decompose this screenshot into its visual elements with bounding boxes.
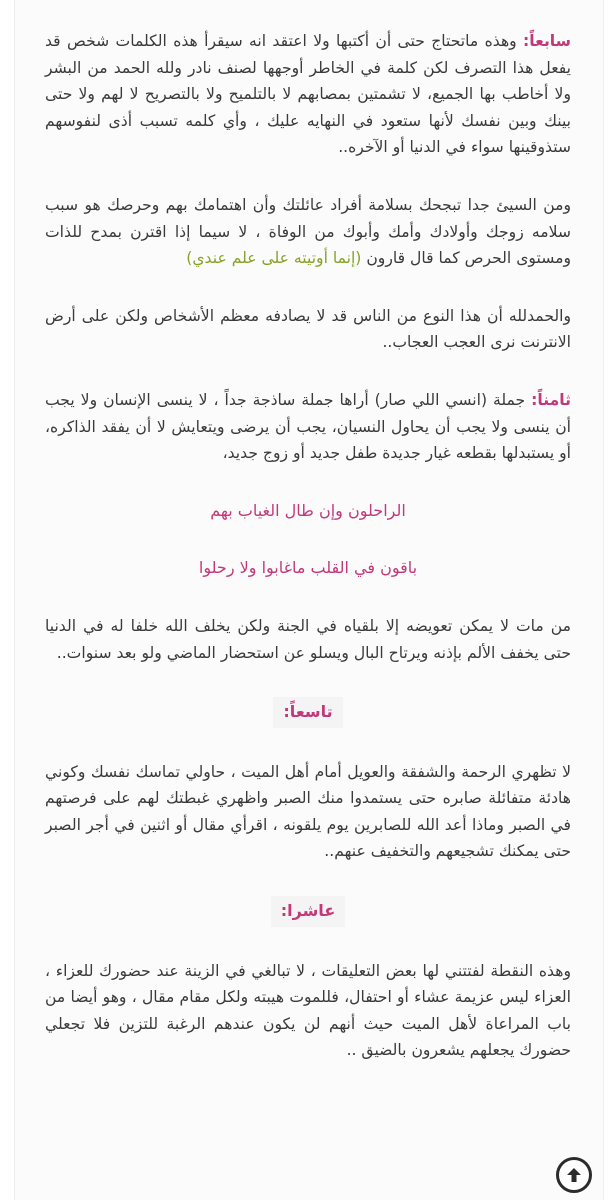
section-label-seventh: سابعاً:: [523, 32, 571, 50]
scroll-to-top-button[interactable]: [556, 1157, 592, 1193]
section-text-tenth: وهذه النقطة لفتتني لها بعض التعليقات ، لا تبالغي في الزينة عند حضورك للعزاء ، العزاء ليس عزيمة عشاء أو احتفال، فللموت هيبته ولكل مقام مقال ، وهو أيضا من باب المراعاة لأهل الميت حيث أنهم لن يكون عندهم الرغبة للتزين فلا تجعلي حضورك يجعلهم يشعرون بالضيق ..: [45, 961, 571, 1060]
paragraph-boasting: [45, 192, 571, 272]
article-body: [45, 28, 571, 1095]
section-text-seventh: وهذه ماتحتاج حتى أن أكتبها ولا اعتقد انه سيقرأ هذه الكلمات شخص قد يفعل هذا التصرف لكن كلمة في الخاطر أوجهها لصنف نادر ولله الحمد من البشر ولا أخاطب بها الجميع، لا تشمتين بمصابهم لا بالتلميح ولا بالتصريح لا لهم ولا حتى بينك وبين نفسك لأنها ستعود في النهايه عليك ، وأي كلمه تسبب أذى لنفوسهم ستذوقينها سواء في الدنيا أو الآخره..: [45, 32, 571, 157]
section-text-eighth: جملة (انسي اللي صار) أراها جملة ساذجة جداً ، لا ينسى الإنسان ولا يجب أن ينسى ولا يجب أن يحاول النسيان، يجب أن يرضى ويتعايش لا أن يفقد الذاكره، أو يستبدلها بقطعه غيار جديدة طفل جديد أو زوج جديد،: [45, 390, 571, 463]
quran-quote: (إنما أوتيته على علم عندي): [186, 249, 362, 268]
section-seventh: [45, 28, 571, 161]
paragraph-internet: والحمدلله أن هذا النوع من الناس قد لا يصادفه معظم الأشخاص ولكن على أرض الانترنت نرى العجب العجاب..: [45, 306, 571, 352]
paragraph-boasting-text: ومن السيئ جدا تبجحك بسلامة أفراد عائلتك وأن اهتمامك بهم وحرصك هو سبب سلامه زوجك وأولادك وأمك وأبوك من الوفاة ، لا سيما إذا اقترن بمدح للذات ومستوى الحرص كما قال قارون: [45, 195, 571, 268]
section-heading-ninth-label: تاسعاً:: [273, 697, 342, 728]
section-text-ninth: لا تظهري الرحمة والشفقة والعويل أمام أهل الميت ، حاولي تماسك نفسك وكوني هادئة متفائلة صابره حتى يستمدوا منك الصبر واظهري غبطتك لهم على فرصتهم في الصبر وماذا أعد الله للصابرين يوم يلقونه ، اقرأي مقال أو اثنين في أجر الصبر حتى يمكنك تشجيعهم والتخفيف عنهم..: [45, 762, 571, 861]
arrow-up-circle-icon: [564, 1165, 584, 1185]
section-eighth: [45, 387, 571, 467]
section-heading-ninth: [45, 697, 571, 728]
poem-verse-second: باقون في القلب ماغابوا ولا رحلوا: [198, 558, 418, 578]
paragraph-compensation: من مات لا يمكن تعويضه إلا بلقياه في الجنة ولكن يخلف الله خلفا له في الدنيا حتى يخفف الألم بإذنه ويرتاح البال ويسلو عن استحضار الماضي ولو بعد سنوات..: [45, 616, 571, 662]
section-label-eighth: ثامناً:: [531, 390, 571, 409]
section-heading-tenth: [45, 896, 571, 927]
page-frame: [14, 0, 604, 1200]
poem-verse-first: الراحلون وإن طال الغياب بهم: [210, 500, 406, 520]
section-heading-tenth-label: عاشرا:: [271, 896, 346, 927]
